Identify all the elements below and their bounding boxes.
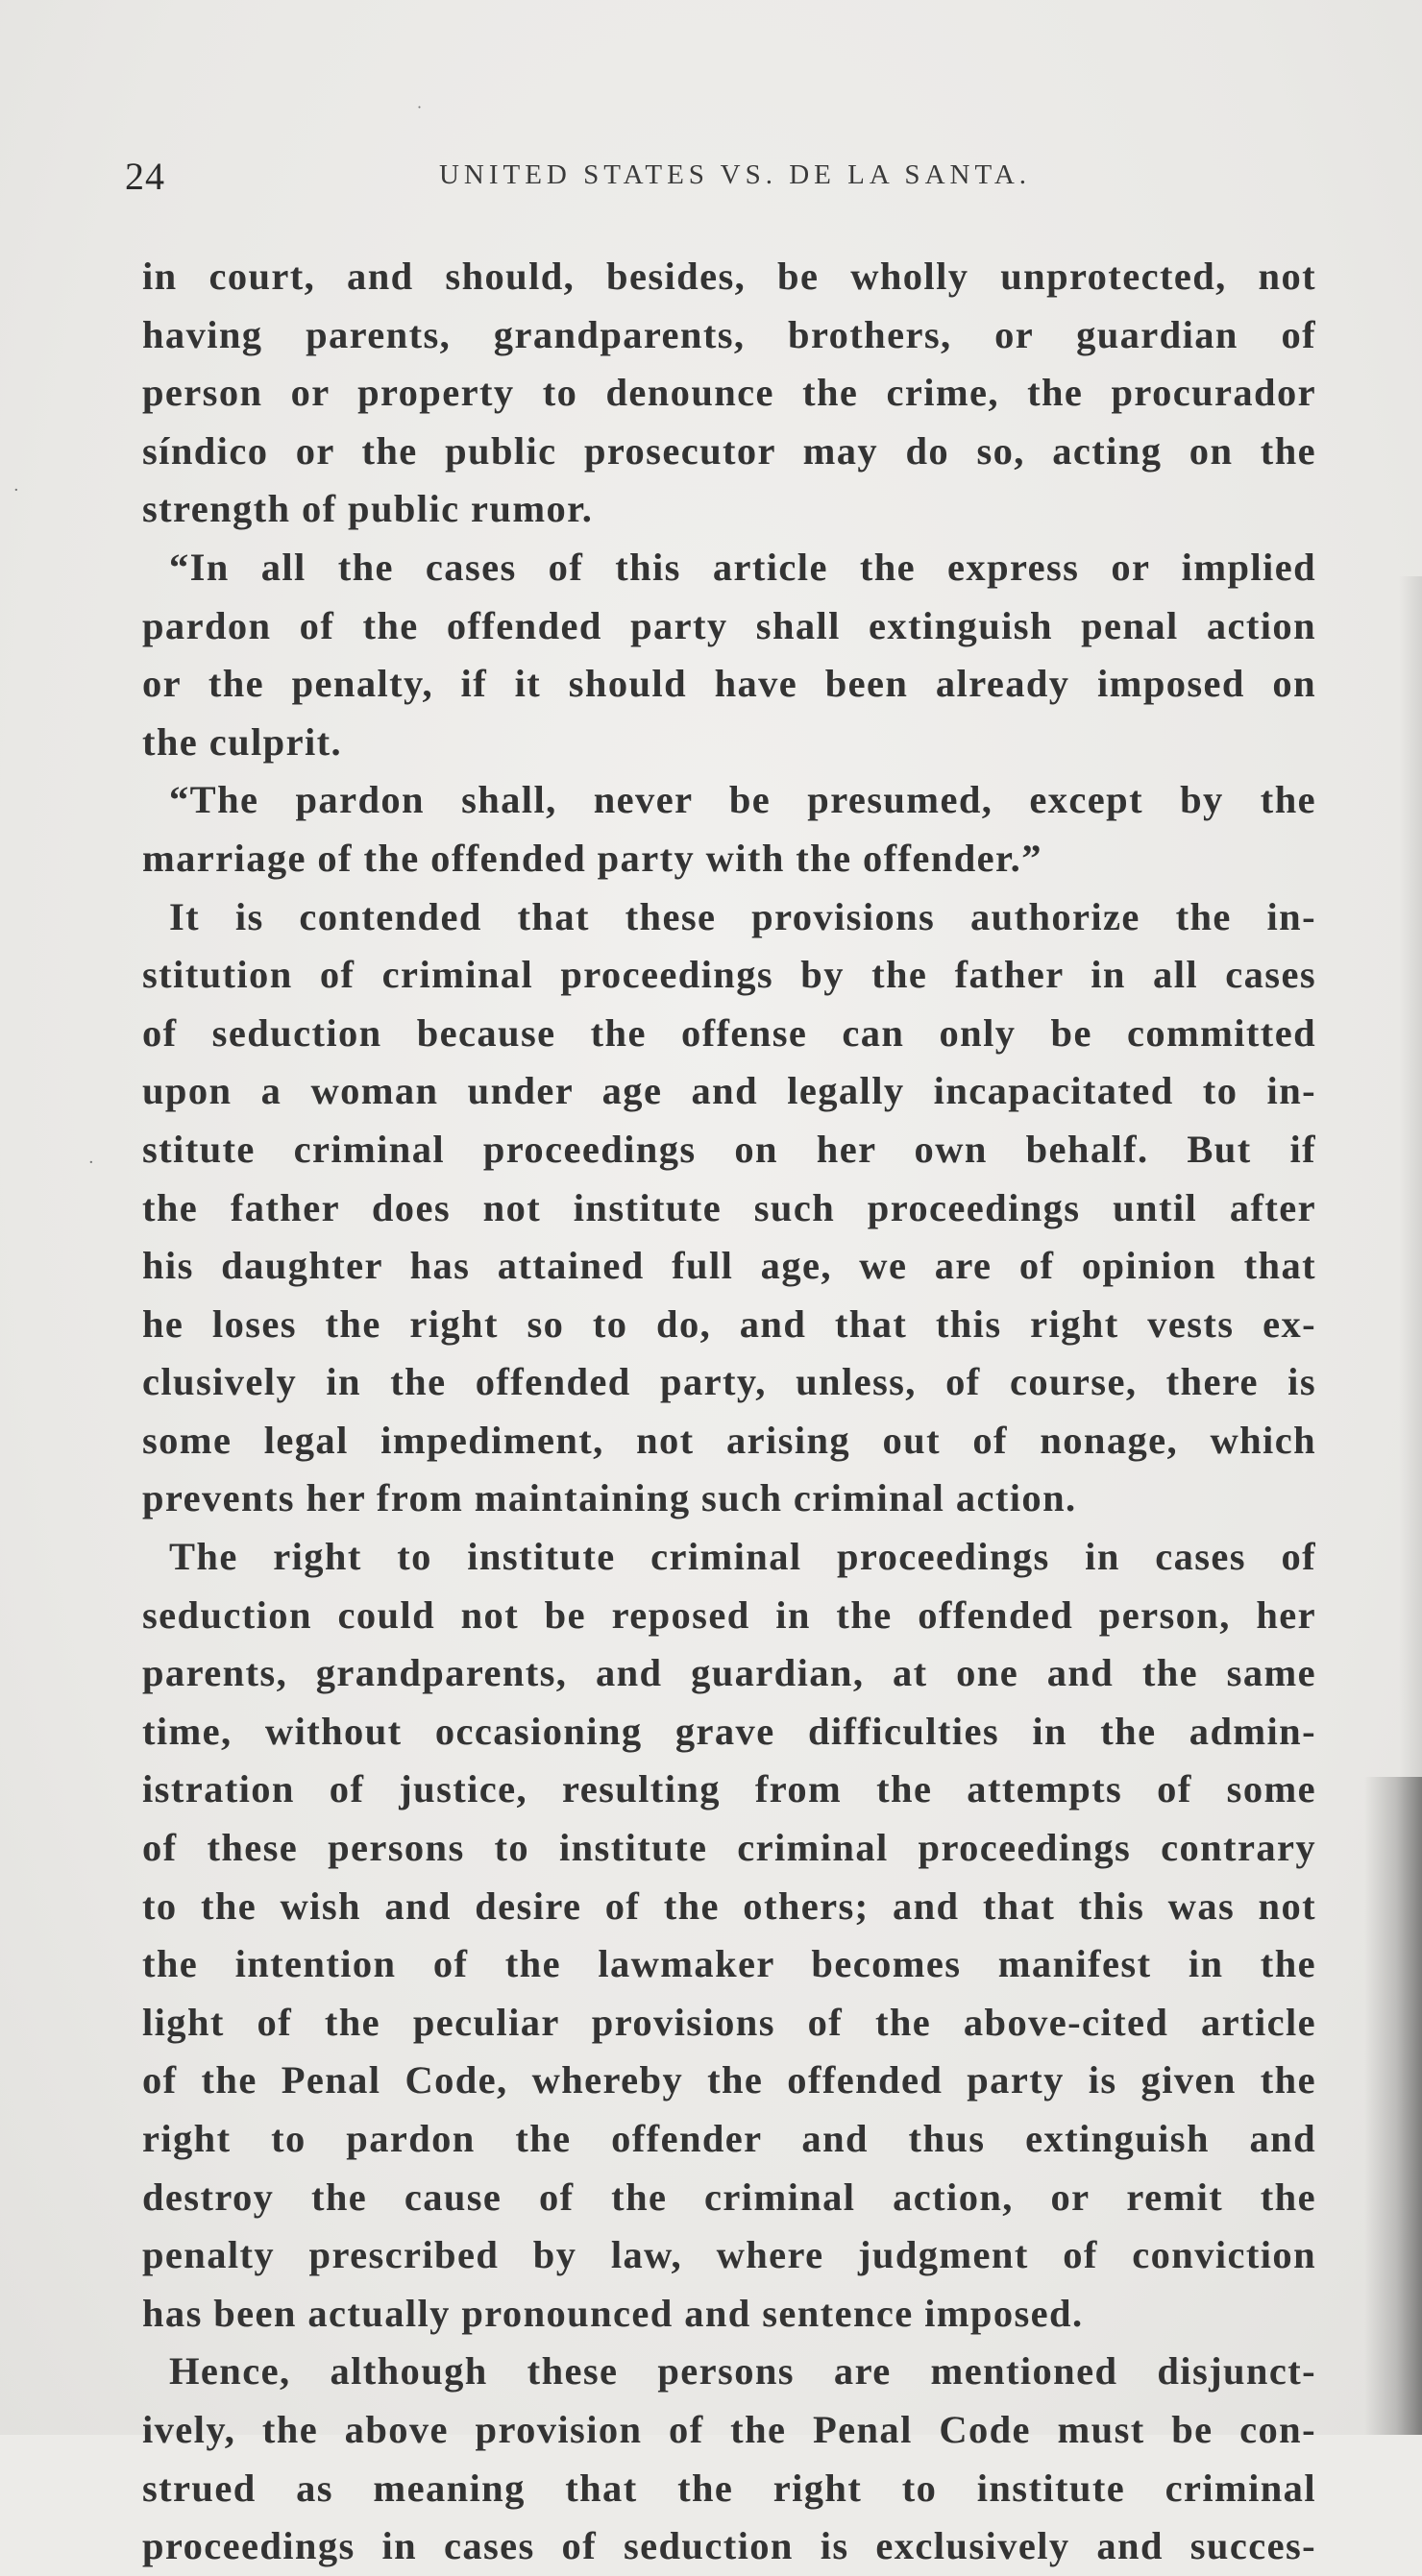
text-line: Hence, although these persons are mentioned disjunct- [169,2349,1316,2394]
page-edge-shadow-upper [1399,576,1422,1777]
text-line: his daughter has attained full age, we are of opinion that [142,1244,1316,1288]
scan-speck: ˙ [415,104,424,124]
text-line: prevents her from maintaining such criminal action. [142,1476,1077,1520]
text-line: síndico or the public prosecutor may do so, acting on the [142,428,1316,473]
text-line: proceedings in cases of seduction is exclusively and succes- [142,2524,1316,2568]
running-head: UNITED STATES VS. DE LA SANTA. [438,159,1032,190]
text-line: has been actually pronounced and sentence imposed. [142,2291,1084,2335]
text-line: some legal impediment, not arising out of nonage, which [142,1418,1316,1462]
text-line: the culprit. [142,719,343,764]
text-line: the intention of the lawmaker becomes manifest in the [142,1942,1316,1986]
text-line: “The pardon shall, never be presumed, except by the [169,778,1316,822]
body-text [142,248,1316,2576]
text-line: right to pardon the offender and thus extinguish and [142,2117,1316,2160]
text-line: the father does not institute such proceedings until after [142,1185,1316,1229]
text-line: stitution of criminal proceedings by the father in all cases [142,953,1316,997]
page-edge-shadow-lower [1364,1777,1422,2435]
text-line: strength of public rumor. [142,487,594,531]
text-line: parents, grandparents, and guardian, at one and the same [142,1651,1316,1695]
text-line: strued as meaning that the right to institute criminal [142,2466,1316,2510]
text-line: time, without occasioning grave difficulties in the admin- [142,1709,1316,1753]
text-line: light of the peculiar provisions of the above-cited article [142,2000,1316,2044]
text-line: stitute criminal proceedings on her own behalf. But if [142,1127,1316,1171]
scan-speck: · [88,1153,94,1173]
text-line: istration of justice, resulting from the attempts of some [142,1767,1316,1811]
text-line: It is contended that these provisions authorize the in- [169,894,1316,938]
page-number: 24 [125,155,165,198]
text-line: destroy the cause of the criminal action, or remit the [142,2175,1316,2219]
text-line: “In all the cases of this article the express or implied [169,545,1316,589]
text-line: upon a woman under age and legally incapacitated to in- [142,1069,1316,1113]
text-line: to the wish and desire of the others; and that this was not [142,1883,1316,1928]
text-line: in court, and should, besides, be wholly unprotected, not [142,255,1316,298]
scan-speck: · [13,480,19,500]
text-line: of seduction because the offense can only be committed [142,1010,1316,1055]
text-line: person or property to denounce the crime, the procurador [142,371,1316,415]
page-header [125,144,1345,211]
text-line: clusively in the offended party, unless, of course, there is [142,1360,1316,1404]
text-line: seduction could not be reposed in the offended person, her [142,1592,1316,1637]
text-line: of these persons to institute criminal proceedings contrary [142,1826,1316,1870]
text-line: having parents, grandparents, brothers, or guardian of [142,312,1316,356]
text-line: he loses the right so to do, and that this right vests ex- [142,1301,1316,1346]
text-line: penalty prescribed by law, where judgment of conviction [142,2233,1316,2277]
text-line: pardon of the offended party shall extinguish penal action [142,603,1316,647]
text-line: or the penalty, if it should have been already imposed on [142,662,1316,706]
text-line: The right to institute criminal proceedings in cases of [169,1535,1316,1579]
text-line: of the Penal Code, whereby the offended party is given the [142,2058,1316,2102]
text-line: marriage of the offended party with the offender.” [142,836,1042,880]
text-line: ively, the above provision of the Penal Code must be con- [142,2407,1316,2451]
